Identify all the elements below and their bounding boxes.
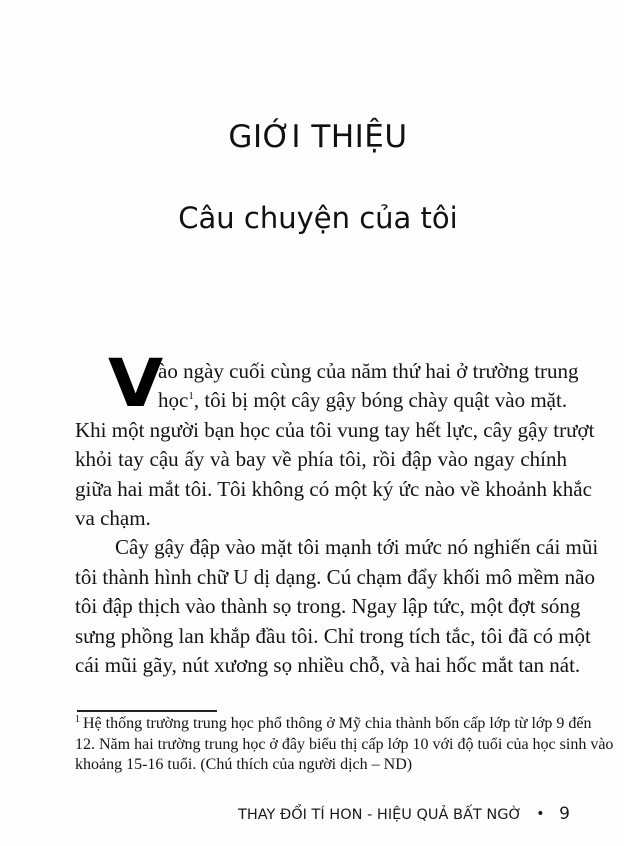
text-line: tôi thành hình chữ U dị dạng. Cú chạm đẩy khối mô mềm não <box>75 564 595 589</box>
footnote-line: $^1$ Hệ thống trường trung học phổ thông ở Mỹ chia thành bốn cấp lớp từ lớp 9 đến <box>75 714 592 732</box>
text-line: va chạm. <box>75 506 151 531</box>
text-line: sưng phồng lan khắp đầu tôi. Chỉ trong tích tắc, tôi đã có một <box>75 623 591 648</box>
text-line: tôi đập thịch vào thành sọ trong. Ngay lập tức, một đợt sóng <box>75 594 581 619</box>
book-title: THAY ĐỔI TÍ HON - HIỆU QUẢ BẤT NGỜ <box>238 807 522 823</box>
footnote-line: khoảng 15-16 tuổi. (Chú thích của người dịch – ND) <box>75 756 413 774</box>
bullet-separator: • <box>536 806 545 822</box>
text-line: học$^1$, tôi bị một cây gậy bóng chày quật vào mặt. <box>158 388 568 413</box>
page-number: 9 <box>559 804 570 824</box>
chapter-title: Câu chuyện của tôi <box>178 201 458 235</box>
text-line: ào ngày cuối cùng của năm thứ hai ở trường trung <box>158 359 579 383</box>
text-line: giữa hai mắt tôi. Tôi không có một ký ức nào về khoảnh khắc <box>75 476 592 501</box>
paragraph-2 <box>75 533 599 680</box>
text-line: khỏi tay cậu ấy và bay về phía tôi, rồi đập vào ngay chính <box>75 447 567 472</box>
footnote-line: 12. Năm hai trường trung học ở đây biểu thị cấp lớp 10 với độ tuổi của học sinh vào <box>75 735 614 753</box>
chapter-label: GIỚI THIỆU <box>228 119 408 155</box>
footnote-divider <box>77 710 217 712</box>
footnote-reference[interactable]: 1 <box>188 390 194 403</box>
running-footer <box>238 804 570 824</box>
body-text <box>75 345 599 680</box>
footnote-marker: 1 <box>75 714 80 725</box>
text-line: Cây gậy đập vào mặt tôi mạnh tới mức nó nghiến cái mũi <box>115 535 599 560</box>
footnote <box>75 714 614 776</box>
text-line: Khi một người bạn học của tôi vung tay hết lực, cây gậy trượt <box>75 417 595 442</box>
drop-cap: V <box>108 345 164 422</box>
text-line: cái mũi gãy, nút xương sọ nhiều chỗ, và hai hốc mắt tan nát. <box>75 653 581 678</box>
